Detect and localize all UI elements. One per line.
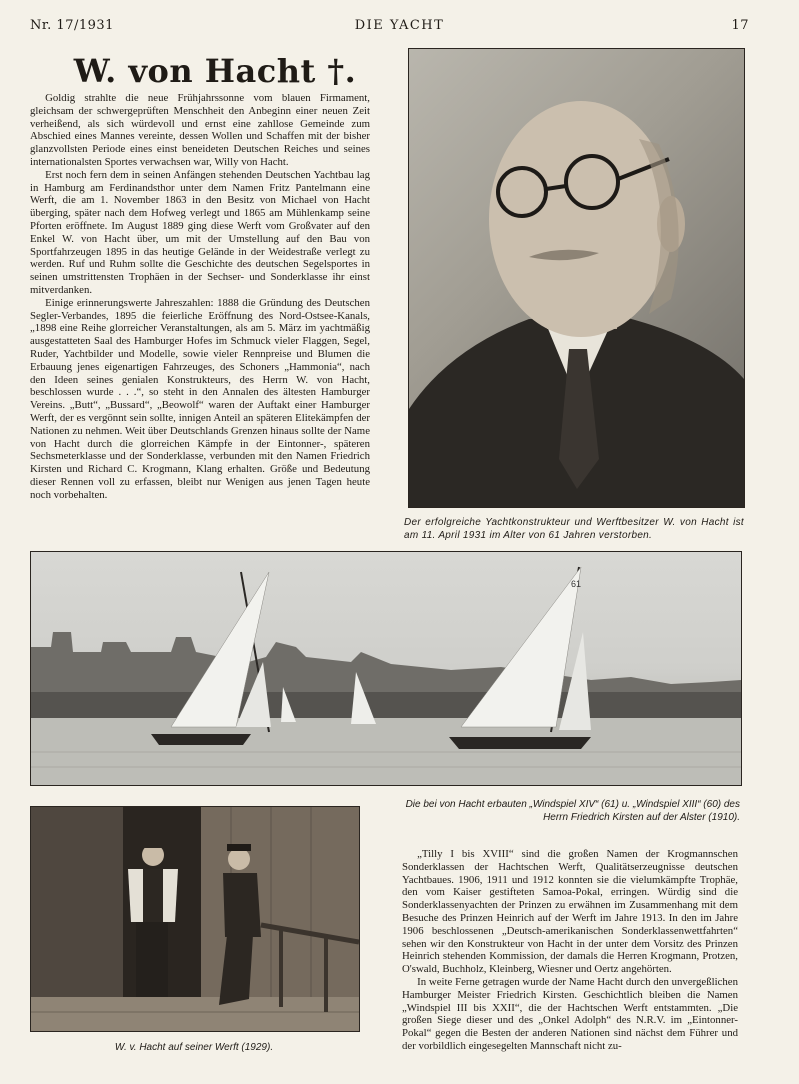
sailing-yachts-photo bbox=[30, 551, 742, 786]
portrait-photo bbox=[408, 48, 745, 508]
shipyard-caption: W. v. Hacht auf seiner Werft (1929). bbox=[114, 1042, 274, 1053]
yachts-caption: Die bei von Hacht erbauten „Windspiel XIV“ (61) u. „Windspiel XIII“ (60) des Herrn Friedrich Kirsten auf der Alster (1910). bbox=[405, 799, 740, 823]
portrait-caption: Der erfolgreiche Yachtkonstrukteur und Werftbesitzer W. von Hacht ist am 11. April 1931 im Alter von 61 Jahren verstorben. bbox=[404, 517, 744, 541]
paragraph: In weite Ferne getragen wurde der Name Hacht durch den unvergeßlichen Hamburger Meister Friedrich Kirsten. Geschichtlich bleiben die Namen „Windspiel III bis XXII“, die der Hachtschen Werft entstammten. „Die großen Siege dieser und des „Onkel Adolph“ des N.R.V. im „Eintonner-Pokal“ gegen die Besten der anderen Nationen sind nächst dem Führer und der vorbildlich eingesegelten Mannschaft nicht zu- bbox=[402, 975, 738, 1052]
page-number: 17 bbox=[731, 18, 749, 33]
yacht-sail-number: 61 bbox=[571, 579, 582, 589]
shipyard-illustration bbox=[31, 807, 359, 1031]
paragraph: Erst noch fern dem in seinen Anfängen stehenden Deutschen Yachtbau lag in Hamburg am Ferdinandsthor unter dem Namen Fritz Pantelmann eine Werft, die am 1. November 1863 in den Besitz von Michael von Hacht überging, später nach dem Hofweg verlegt und 1865 am Mühlenkamp seine Pforten eröffnete. Im August 1889 ging diese Werft vom Großvater auf den Enkel W. von Hacht über, um mit der Umstellung auf den Bau von Sportfahrzeugen 1895 in das heutige Gelände in der Weidestraße verlegt zu werden. Ruf und Ruhm sollte die Geschichte des deutschen Segelsportes in seinen umstrittensten Trophäen in der Sechser- und Sonderklasse ihr einst mitverdanken. bbox=[30, 168, 370, 296]
paragraph: „Tilly I bis XVIII“ sind die großen Namen der Krogmannschen Sonderklassen der Hachtschen Werft, Qualitätserzeugnisse deutschen Yachtbaues. 1906, 1911 und 1912 konnten sie die vielumkämpfte Trophäe, den vom Kaiser gestifteten Samoa-Pokal, erringen. Würdig sind die Sonderklassenyachten der Prinzen zu erwähnen im Zusammenhang mit dem Besuche des Prinzen Heinrich auf der Werft im Jahre 1913. In den im Jahre 1906 beschlossenen „Deutsch-amerikanischen Sonderklassenwettfahrten“ sehen wir den Konstrukteur von Hacht in der unter dem Vorsitz des Prinzen Heinrich stehenden Kommission, der damals die Herren Krogmann, Protzen, O'swald, Buchholz, Kleinberg, Wiesner und Oertz angehörten. bbox=[402, 848, 738, 976]
paragraph: Einige erinnerungswerte Jahreszahlen: 1888 die Gründung des Deutschen Segler-Verbandes, 1895 die feierliche Eröffnung des Nord-Ostsee-Kanals, „1898 eine Reihe glorreicher Veranstaltungen, als am 5. März im yachtmäßig ausgestatteten Saal des Hamburger Hofes im Schmuck vieler Flaggen, Segel, Ruder, Yachtbilder und Modelle, sowie vieler Rennpreise und Blumen die Erbauung jenes eigenartigen Fahrzeuges, des Schoners „Hammonia“, nach den Ideen seines genialen Konstrukteurs, des Herrn W. von Hacht, beschlossen wurde . . .“, so steht in den Annalen des ältesten Hamburger Vereins. „Butt“, „Bussard“, „Beowolf“ waren der Auftakt einer Hamburger Werft, der es vergönnt sein sollte, innigen Anteil an späteren Elitekämpfen der Nationen zu nehmen. Weit über Deutschlands Grenzen hinaus sollte der Name von Hacht durch die glorreichen Kämpfe in der Eintonner-, späteren Sechsmeterklasse und der Sonderklasse, verbunden mit den Namen Friedrich Kirsten und Richard C. Krogmann, Klang erhalten. Größe und Bedeutung dieser Rennen voll zu erfassen, bleibt nur Wenigen aus jenen Tagen heute noch vorbehalten. bbox=[30, 296, 370, 501]
sailing-yachts-illustration bbox=[31, 552, 741, 785]
article-title: W. von Hacht †. bbox=[73, 52, 357, 90]
magazine-title: DIE YACHT bbox=[354, 18, 445, 33]
portrait-illustration bbox=[409, 49, 744, 507]
issue-number: Nr. 17/1931 bbox=[30, 18, 114, 33]
article-body-left bbox=[30, 92, 370, 502]
paragraph: Goldig strahlte die neue Frühjahrssonne vom blauen Firmament, gleichsam der schwergeprüften Menschheit den Anbeginn einer neuen Zeit verheißend, als sich würdevoll und ernst eine zahllose Gemeinde zum Abschied eines Mannes vereinte, dessen Wollen und Schaffen mit der bisher glanzvollsten Periode eines einst beneideten Deutschen Reiches und seines internationalsten Sportes verwachsen war, Willy von Hacht. bbox=[30, 92, 370, 168]
article-body-right bbox=[402, 848, 738, 1053]
shipyard-photo bbox=[30, 806, 360, 1032]
